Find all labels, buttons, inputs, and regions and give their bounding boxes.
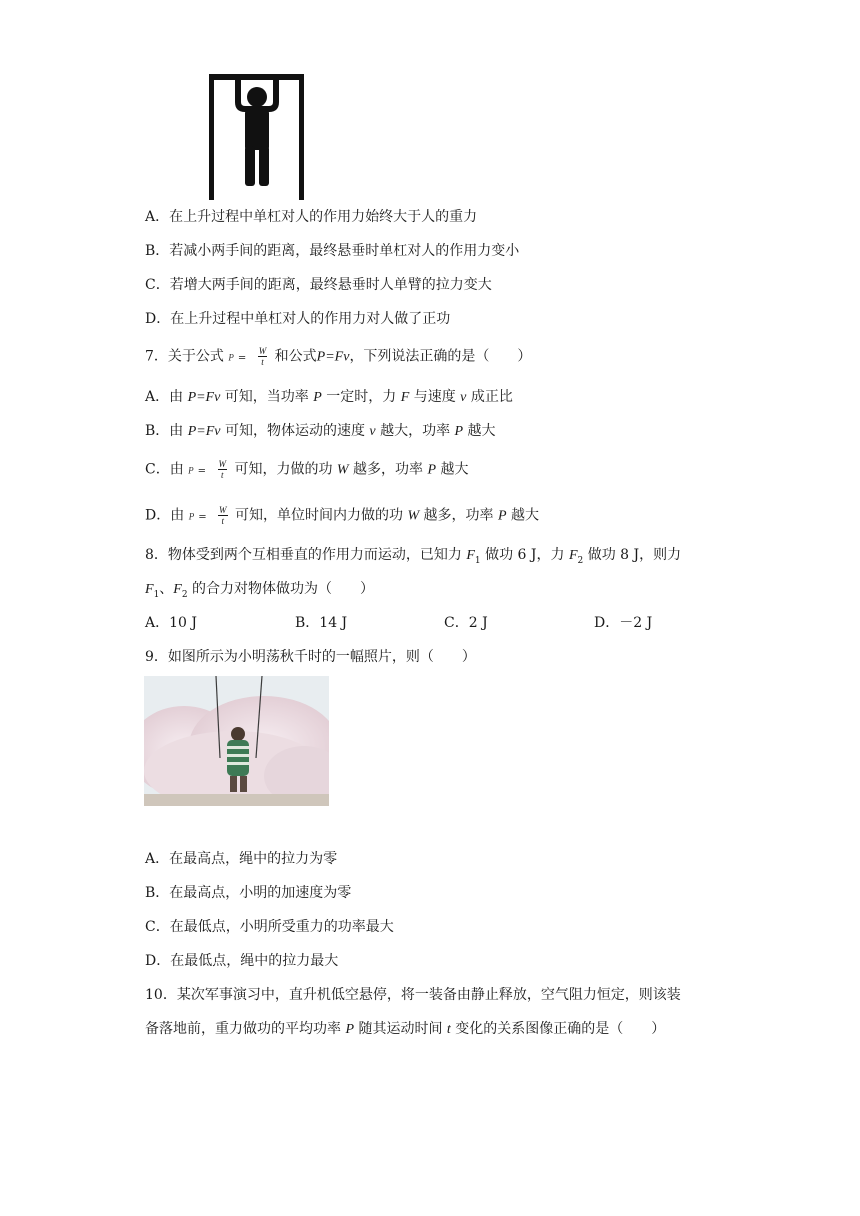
q6-option-d: D．在上升过程中单杠对人的作用力对人做了正功	[145, 311, 451, 327]
q6-option-a: A．在上升过程中单杠对人的作用力始终大于人的重力	[145, 209, 478, 225]
q7-stem: 7．关于公式 P = $\frac{W}{t}$ 和公式P=Fv，下列说法正确的是（ ）	[145, 346, 532, 367]
q7-option-b: B．由 P=Fv 可知，物体运动的速度 v 越大，功率 P 越大	[145, 423, 496, 439]
q8-option-c: C．2 J	[444, 615, 488, 631]
pull-up-figure	[205, 72, 309, 202]
q9-stem: 9．如图所示为小明荡秋千时的一幅照片，则（ ）	[145, 649, 476, 665]
swing-photo	[144, 676, 329, 806]
q7-option-d: D．由 P = $\frac{W}{t}$ 可知，单位时间内力做的功 W 越多，功率 P 越大	[145, 505, 540, 526]
q8-option-b: B．14 J	[295, 615, 348, 631]
q9-option-d: D．在最低点，绳中的拉力最大	[145, 953, 339, 969]
q9-option-a: A．在最高点，绳中的拉力为零	[145, 851, 338, 867]
q7-option-a: A．由 P=Fv 可知，当功率 P 一定时，力 F 与速度 v 成正比	[145, 389, 513, 405]
q10-stem-line2: 备落地前，重力做功的平均功率 P 随其运动时间 t 变化的关系图像正确的是（ ）	[145, 1021, 666, 1037]
q6-option-b: B．若减小两手间的距离，最终悬垂时单杠对人的作用力变小	[145, 243, 520, 259]
q8-option-d: D．－2 J	[594, 615, 653, 631]
q8-option-a: A．10 J	[145, 615, 197, 631]
q8-stem-line1: 8．物体受到两个互相垂直的作用力而运动，已知力 $F_1$ 做功 6 J，力 $F_2$ 做功 8 J，则力	[145, 547, 682, 566]
q9-option-b: B．在最高点，小明的加速度为零	[145, 885, 352, 901]
q10-stem-line1: 10．某次军事演习中，直升机低空悬停，将一装备由静止释放，空气阻力恒定，则该装	[145, 987, 681, 1003]
q7-option-c: C．由 P = $\frac{W}{t}$ 可知，力做的功 W 越多，功率 P 越大	[145, 459, 469, 480]
q6-option-c: C．若增大两手间的距离，最终悬垂时人单臂的拉力变大	[145, 277, 492, 293]
q8-stem-line2: $F_1$、$F_2$ 的合力对物体做功为（ ）	[145, 581, 375, 600]
q9-option-c: C．在最低点，小明所受重力的功率最大	[145, 919, 394, 935]
